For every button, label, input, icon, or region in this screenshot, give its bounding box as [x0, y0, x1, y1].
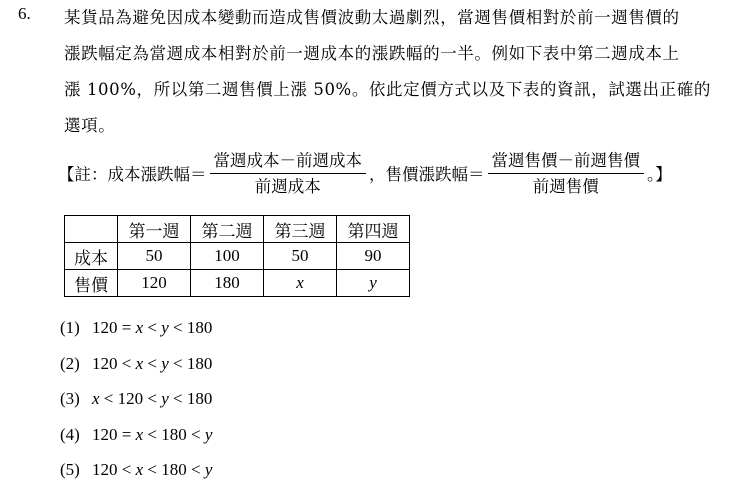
question-line: 漲跌幅定為當週成本相對於前一週成本的漲跌幅的一半。例如下表中第二週成本上: [64, 44, 680, 63]
table-row: [65, 243, 410, 270]
option-item[interactable]: [60, 381, 212, 417]
option-expression: 120 = x < 180 < y: [92, 424, 213, 444]
row-label: 售價: [65, 270, 118, 297]
option-expression: x < 120 < y < 180: [92, 389, 213, 408]
answer-options: [60, 310, 212, 488]
option-item[interactable]: [60, 346, 212, 382]
question-number: 6.: [18, 4, 31, 23]
option-item[interactable]: [60, 417, 212, 453]
table-cell: 100: [191, 243, 264, 270]
option-item[interactable]: [60, 452, 212, 488]
option-expression: 120 < x < 180 < y: [92, 460, 213, 479]
note-mid: ，售價漲跌幅＝: [369, 165, 485, 184]
table-cell: 180: [191, 270, 264, 297]
table-cell: 120: [118, 270, 191, 297]
table-header-cell: 第二週: [191, 216, 264, 243]
price-fraction-denominator: 前週售價: [532, 176, 599, 196]
question-line: 漲 100%，所以第二週售價上漲 50%。依此定價方式以及下表的資訊，試選出正確的: [64, 80, 711, 99]
cost-fraction-denominator: 前週成本: [254, 176, 321, 196]
option-number: (3): [60, 389, 80, 408]
note-open: 【註：成本漲跌幅＝: [58, 165, 207, 184]
table-row: [65, 270, 410, 297]
table-header-cell: [65, 216, 118, 243]
question-line: 某貨品為避免因成本變動而造成售價波動太過劇烈，當週售價相對於前一週售價的: [64, 8, 680, 27]
table-cell: 90: [337, 243, 410, 270]
option-expression: 120 < x < y < 180: [92, 353, 213, 373]
table-header-cell: 第三週: [264, 216, 337, 243]
table-header-cell: 第一週: [118, 216, 191, 243]
option-number: (4): [60, 424, 80, 444]
option-number: (2): [60, 353, 80, 373]
table-cell: 50: [264, 243, 337, 270]
cost-change-fraction: [210, 150, 367, 197]
note-close: 。】: [647, 165, 672, 184]
option-expression: 120 = x < y < 180: [92, 318, 213, 337]
price-change-fraction: [488, 150, 645, 197]
question-line: 選項。: [64, 116, 116, 135]
question-text: [64, 0, 726, 144]
table-header-row: [65, 216, 410, 243]
cost-price-table: [64, 215, 410, 297]
table-header-cell: 第四週: [337, 216, 410, 243]
option-number: (1): [60, 318, 80, 337]
note-formula: [58, 146, 672, 200]
option-item[interactable]: [60, 310, 212, 346]
option-number: (5): [60, 460, 80, 479]
row-label: 成本: [65, 243, 118, 270]
table-cell: x: [264, 270, 337, 297]
table-cell: y: [337, 270, 410, 297]
table-cell: 50: [118, 243, 191, 270]
price-fraction-numerator: 當週售價－前週售價: [488, 150, 645, 174]
cost-fraction-numerator: 當週成本－前週成本: [210, 150, 367, 174]
